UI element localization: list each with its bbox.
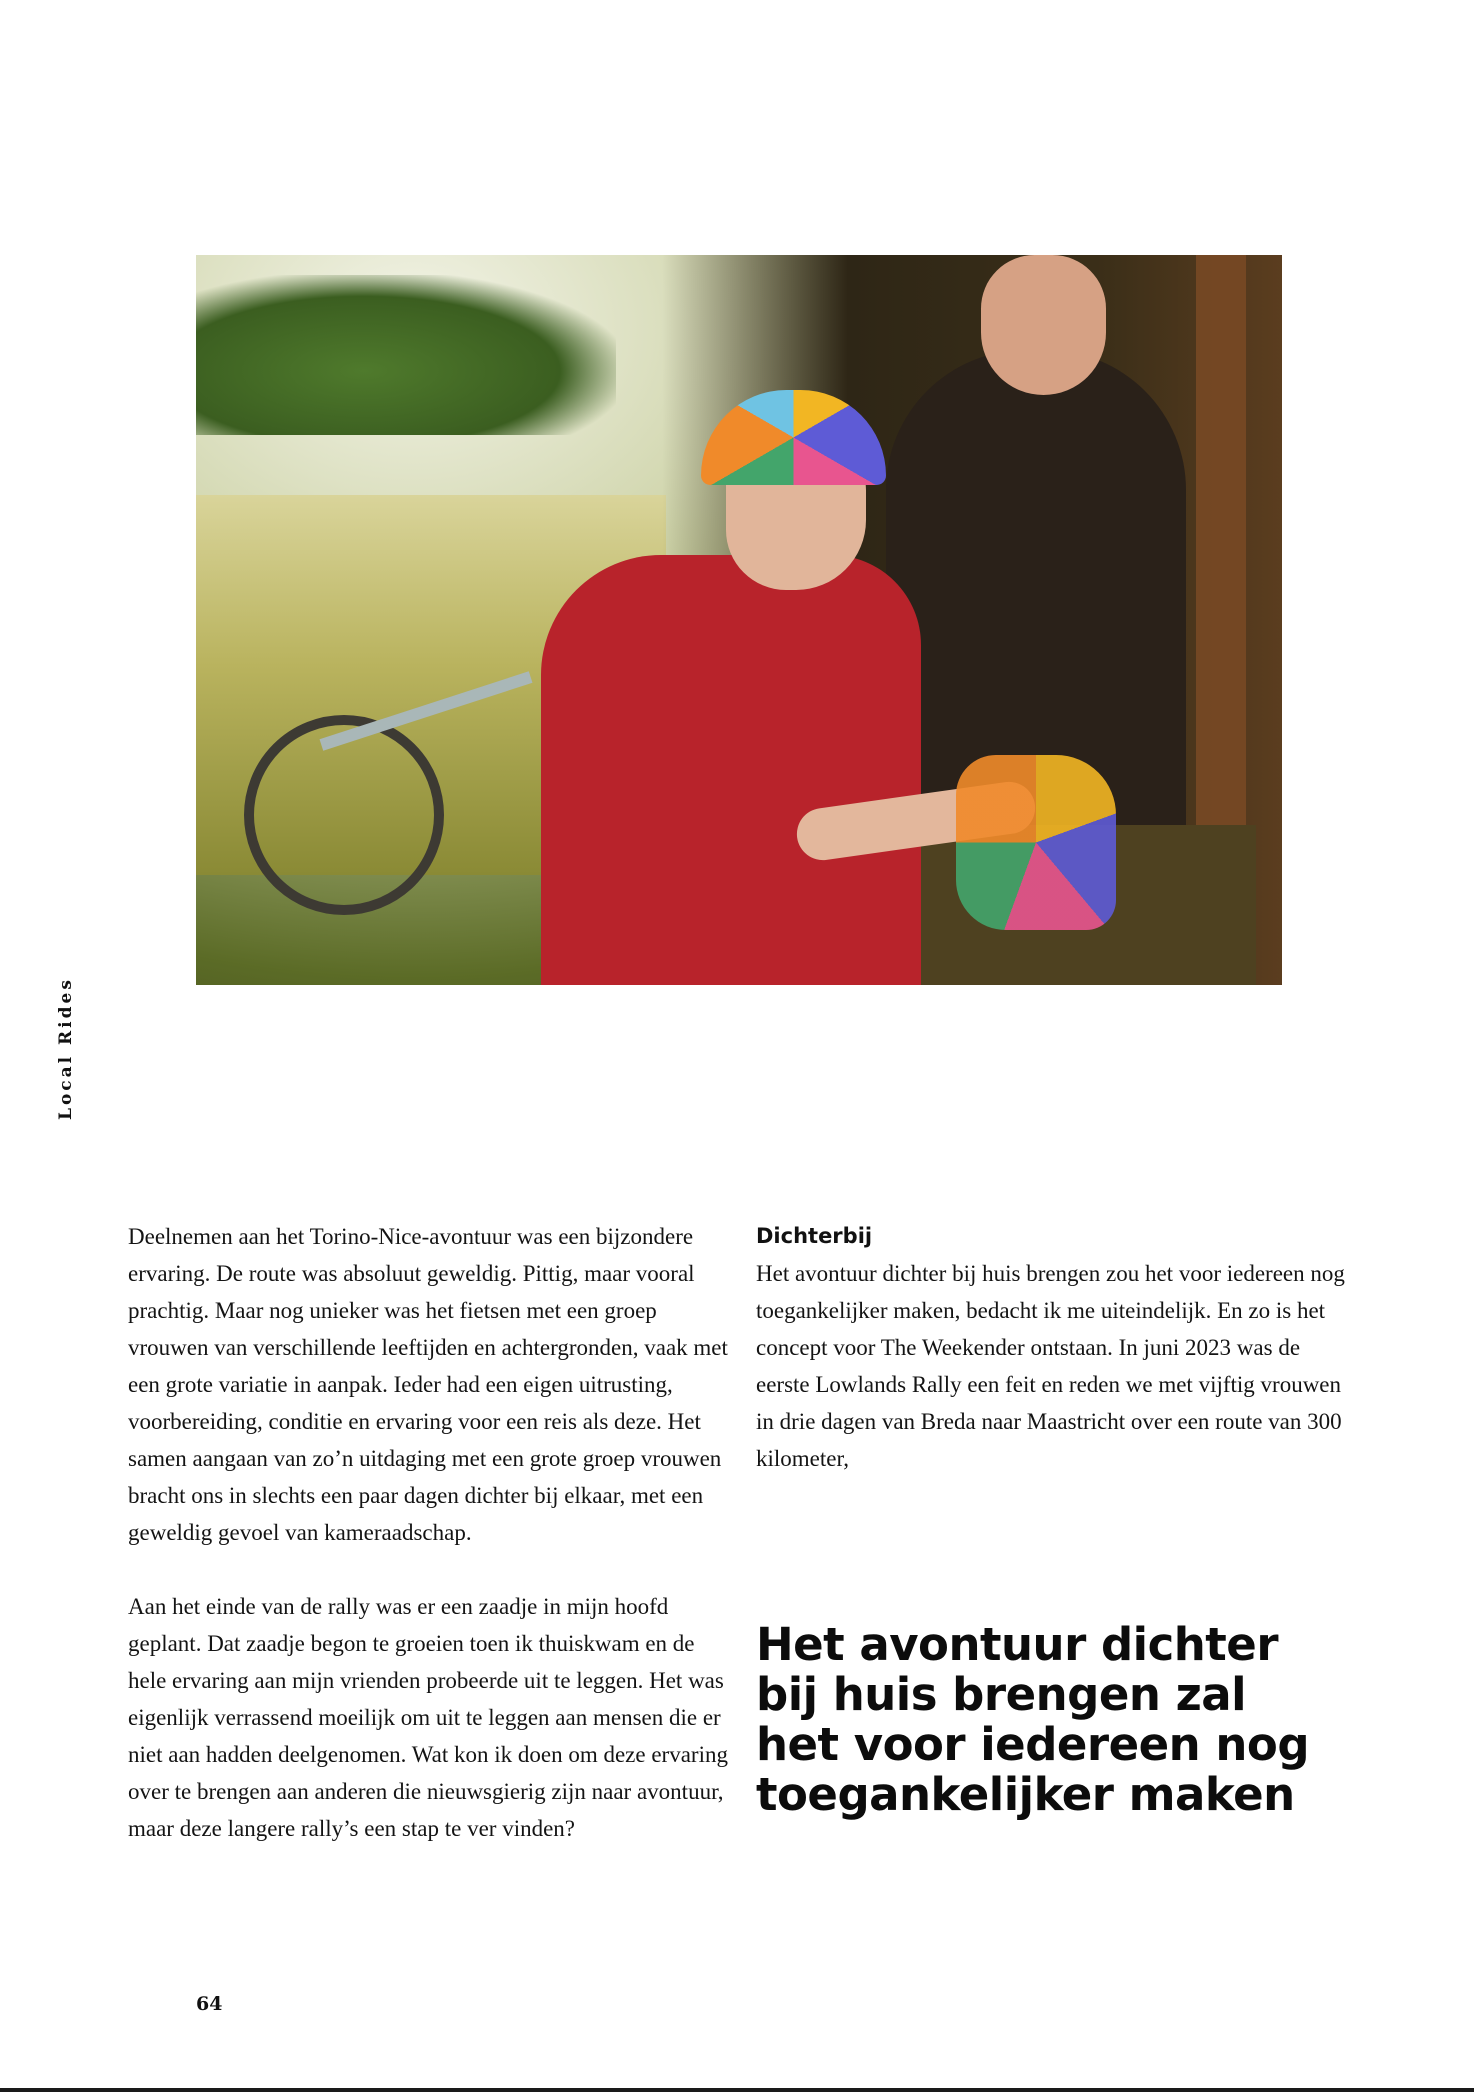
page-number: 64 xyxy=(196,1993,223,2015)
body-paragraph: Aan het einde van de rally was er een zaadje in mijn hoofd geplant. Dat zaadje begon te groeien toen ik thuiskwam en de hele ervaring aan mijn vrienden probeerde uit te leggen. Het was eigenlijk verrassend moeilijk om uit te leggen aan mensen die er niet aan hadden deelgenomen. Wat kon ik doen om deze ervaring over te brengen aan anderen die nieuwsgierig zijn naar avontuur, maar deze langere rally’s een stap te ver vinden? xyxy=(128,1594,728,1841)
bicycle-wheel xyxy=(244,715,444,915)
cyclist xyxy=(541,555,921,985)
section-heading: Dichterbij xyxy=(756,1224,873,1248)
body-paragraph: Deelnemen aan het Torino-Nice-avontuur was een bijzondere ervaring. De route was absoluut geweldig. Pittig, maar vooral prachtig. Maar nog unieker was het fietsen met een groep vrouwen van verschillende leeftijden en achtergronden, vaak met een grote variatie in aanpak. Ieder had een eigen uitrusting, voorbereiding, conditie en ervaring voor een reis als deze. Het samen aangaan van zo’n uitdaging met een grote groep vrouwen bracht ons in slechts een paar dagen dichter bij elkaar, met een geweldig gevoel van kameraadschap. xyxy=(128,1224,728,1545)
body-column-right xyxy=(756,1218,1356,1477)
colourful-cap-on-table xyxy=(956,755,1116,930)
body-column-left xyxy=(128,1218,728,1884)
page-edge-rule xyxy=(0,2088,1474,2092)
section-label: Local Rides xyxy=(56,977,76,1120)
body-paragraph: Het avontuur dichter bij huis brengen zou het voor iedereen nog toegankelijker maken, bedacht ik me uiteindelijk. En zo is het concept voor The Weekender ontstaan. In juni 2023 was de eerste Lowlands Rally een feit en reden we met vijftig vrouwen in drie dagen van Breda naar Maastricht over een route van 300 kilometer, xyxy=(756,1261,1345,1471)
pull-quote: Het avontuur dichter bij huis brengen zal het voor iedereen nog toegankelijker maken xyxy=(756,1618,1310,1821)
article-photo xyxy=(196,255,1282,985)
